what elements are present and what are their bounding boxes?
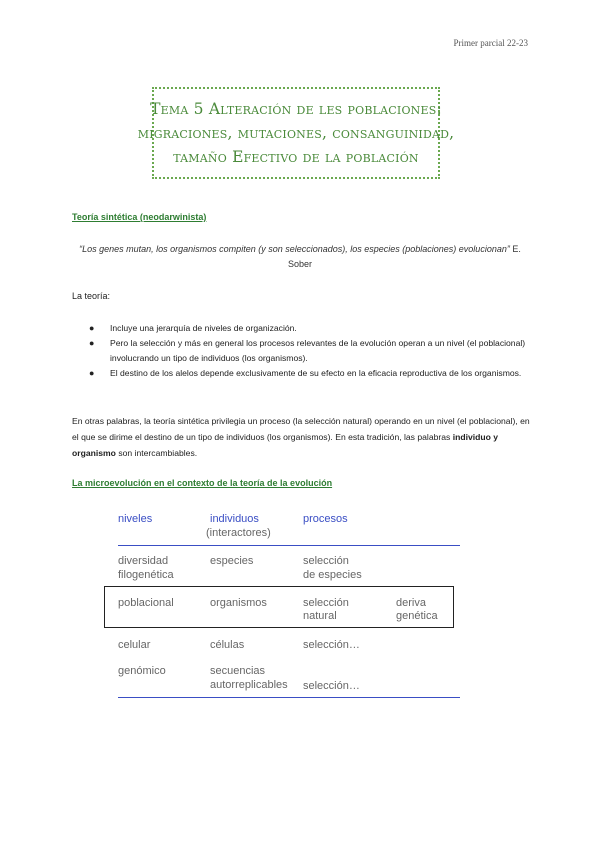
section-heading-microevolucion: La microevolución en el contexto de la teoría de la evolución [72, 478, 333, 488]
bullet-icon: ● [89, 368, 95, 378]
summary-paragraph [72, 413, 532, 461]
list-item [72, 321, 528, 336]
title-box [137, 87, 455, 179]
list-item [72, 336, 528, 366]
row3-nivel: celular [118, 639, 151, 651]
list-item [72, 366, 528, 381]
header-niveles: niveles [118, 513, 153, 525]
title-line-1: Tema 5 Alteración de les poblaciones: [150, 100, 442, 118]
row3-proceso: selección… [303, 639, 360, 651]
row1-proceso: selección [303, 555, 349, 567]
quote-author: E. Sober [287, 244, 521, 269]
quote-text: “Los genes mutan, los organismos compiten (y son seleccionados), los especies (poblaciones) evolucionan” [79, 244, 510, 254]
bottom-divider [118, 697, 460, 698]
section-heading-teoria-sintetica: Teoría sintética (neodarwinista) [72, 212, 207, 222]
sober-quote [72, 242, 528, 272]
row4-proceso: selección… [303, 680, 360, 692]
row2-individuo: organismos [210, 597, 267, 609]
row3-individuo: células [210, 639, 245, 651]
title-line-3: tamaño Efectivo de la población [173, 148, 419, 166]
row1-nivel: diversidad [118, 555, 169, 567]
paragraph-bold: individuo y organismo [72, 432, 499, 458]
paragraph-text: En otras palabras, la teoría sintética privilegia un proceso (la selección natural) operando en un nivel (el poblacional), en el que se dirime el destino de un tipo de individuos (los organismos). En esta tradición, las palabras [72, 416, 530, 442]
bullet-text: Pero la selección y más en general los procesos relevantes de la evolución operan a un nivel (el poblacional) involucrando un tipo de individuos (los organismos). [110, 338, 526, 363]
row4-nivel: genómico [118, 665, 166, 677]
paragraph-text-end: son intercambiables. [115, 448, 198, 458]
bullet-text: Incluye una jerarquía de niveles de organización. [110, 323, 297, 333]
row1-individuo: especies [210, 555, 254, 567]
row2-proceso: selección [303, 597, 349, 609]
header-divider [118, 545, 460, 546]
row2-extra2: genética [396, 610, 438, 622]
bullet-text: El destino de los alelos depende exclusivamente de su efecto en la eficacia reproductiva de los organismos. [110, 368, 522, 378]
header-interactores: (interactores) [206, 527, 271, 539]
course-header: Primer parcial 22-23 [453, 38, 528, 48]
row2-extra: deriva [396, 597, 426, 609]
la-teoria-label: La teoría: [72, 291, 111, 301]
row4-individuo2: autorreplicables [210, 679, 288, 691]
bullet-icon: ● [89, 338, 95, 348]
bullet-icon: ● [89, 323, 95, 333]
row4-individuo: secuencias [210, 665, 266, 677]
row1-proceso2: de especies [303, 569, 362, 581]
row1-nivel2: filogenética [118, 569, 174, 581]
header-procesos: procesos [303, 513, 348, 525]
row2-proceso2: natural [303, 610, 337, 622]
row2-nivel: poblacional [118, 597, 174, 609]
title-line-2: migraciones, mutaciones, consanguinidad, [137, 124, 455, 142]
header-individuos: individuos [210, 513, 259, 525]
levels-table [118, 506, 462, 700]
theory-bullet-list [72, 321, 528, 381]
